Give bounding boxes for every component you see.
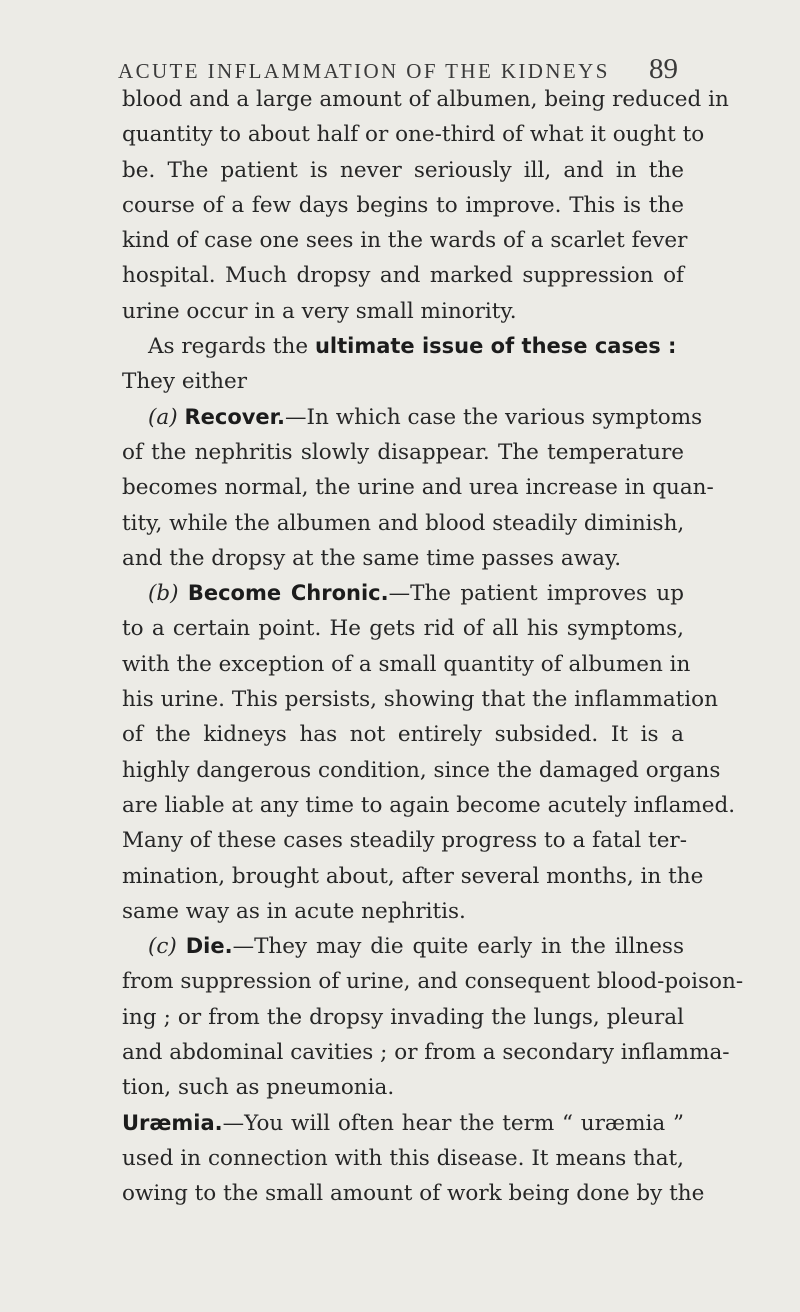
- text-line: blood and a large amount of albumen, being reduced in: [122, 87, 729, 112]
- text-line: quantity to about half or one-third of what it ought to: [122, 122, 705, 148]
- page-header: [118, 34, 678, 84]
- text-line: to a certain point. He gets rid of all his symptoms,: [122, 616, 684, 642]
- text-line: tity, while the albumen and blood steadily diminish,: [122, 510, 685, 536]
- text-line: are liable at any time to again become acutely inflamed.: [122, 792, 736, 818]
- text-line: his urine. This persists, showing that the inflammation: [122, 687, 718, 713]
- running-title: ACUTE INFLAMMATION OF THE KIDNEYS: [118, 59, 610, 83]
- recover-line: [122, 400, 703, 435]
- item-label-b: (b): [148, 581, 179, 607]
- uraemia-heading: Uræmia.: [122, 1110, 223, 1135]
- chronic-text: —The patient improves up: [388, 581, 684, 607]
- item-label-c: (c): [148, 934, 177, 960]
- ultimate-issue-heading: ultimate issue of these cases :: [314, 334, 677, 359]
- text-line: urine occur in a very small minority.: [122, 298, 517, 324]
- text-line: tion, such as pneumonia.: [122, 1075, 395, 1101]
- issue-intro-text: As regards the: [148, 334, 315, 360]
- text-line: owing to the small amount of work being done by the: [122, 1181, 705, 1207]
- issue-intro-line: [122, 329, 684, 364]
- text-line: course of a few days begins to improve. This is the: [122, 192, 684, 218]
- die-text: —They may die quite early in the illness: [232, 934, 684, 960]
- uraemia-text: —You will often hear the term “ uræmia ”: [222, 1110, 684, 1136]
- text-line: Many of these cases steadily progress to a fatal ter-: [122, 828, 687, 854]
- text-line: from suppression of urine, and consequent blood-poison-: [122, 969, 744, 995]
- text-line: kind of case one sees in the wards of a scarlet fever: [122, 228, 688, 254]
- text-line: and abdominal cavities ; or from a secondary inflamma-: [122, 1040, 730, 1066]
- text-line: highly dangerous condition, since the damaged organs: [122, 757, 721, 783]
- die-line: [122, 929, 684, 964]
- text-line: They either: [122, 369, 247, 395]
- text-line: ing ; or from the dropsy invading the lungs, pleural: [122, 1004, 684, 1030]
- die-heading: Die.: [185, 934, 233, 959]
- body-text: [122, 82, 744, 1212]
- uraemia-line: [122, 1106, 684, 1141]
- text-line: hospital. Much dropsy and marked suppression of: [122, 263, 684, 289]
- chronic-line: [122, 576, 684, 611]
- item-label-a: (a): [148, 404, 178, 430]
- page-number: 89: [649, 53, 678, 85]
- text-line: used in connection with this disease. It means that,: [122, 1145, 684, 1171]
- text-line: and the dropsy at the same time passes away.: [122, 545, 622, 571]
- recover-heading: Recover.: [184, 404, 286, 429]
- text-line: same way as in acute nephritis.: [122, 898, 466, 924]
- text-line: of the kidneys has not entirely subsided. It is a: [122, 722, 684, 748]
- recover-text: —In which case the various symptoms: [285, 404, 703, 430]
- text-line: with the exception of a small quantity of albumen in: [122, 651, 691, 677]
- text-line: be. The patient is never seriously ill, and in the: [122, 157, 684, 183]
- chronic-heading: Become Chronic.: [187, 581, 389, 606]
- text-line: of the nephritis slowly disappear. The temperature: [122, 439, 684, 465]
- text-line: mination, brought about, after several months, in the: [122, 863, 704, 889]
- text-line: becomes normal, the urine and urea increase in quan-: [122, 475, 714, 501]
